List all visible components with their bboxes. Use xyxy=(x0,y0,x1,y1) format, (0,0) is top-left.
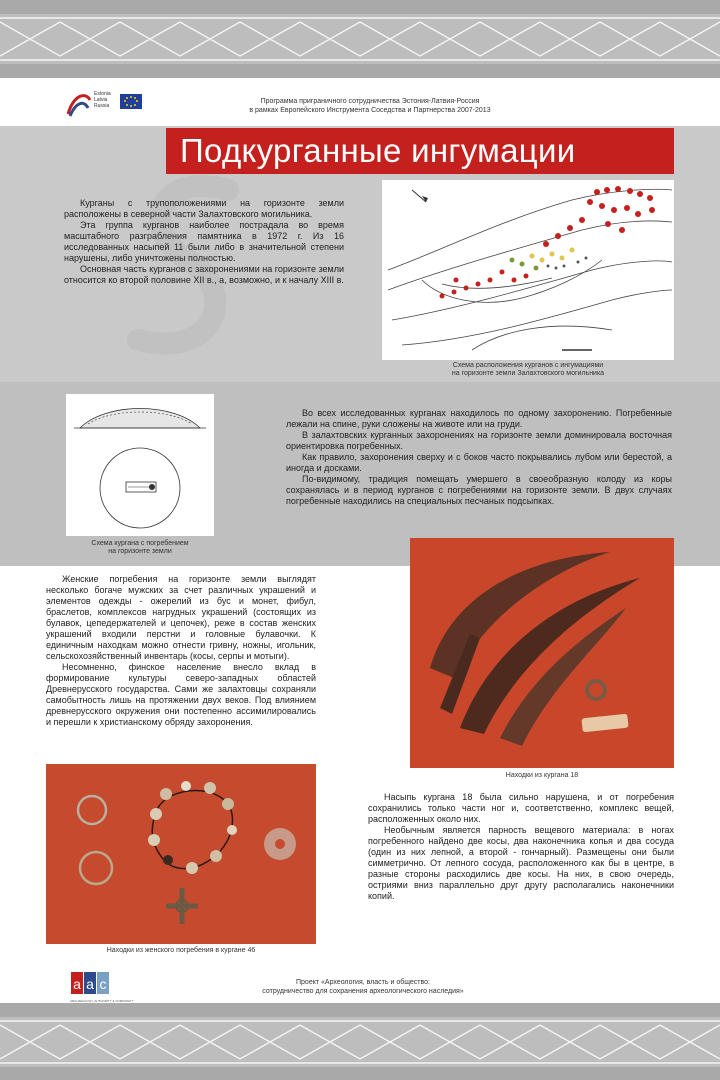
swirl-logo-icon xyxy=(64,88,94,120)
kurgan-18-caption: Находки из кургана 18 xyxy=(505,772,579,779)
kurgan-18-text: Насыпь кургана 18 была сильно нарушена, и от погребения сохранились только части ног и, соответственно, комплекс вещей, расположенных около них. Необычным является парность вещевого материала: в ногах погребенного найдено две косы, два наконечника копья и два сосуда (один из них лепной, а второй - гончарный). Размещены они были симметрично. От лепного сосуда, расположенного как бы в центре, в разные стороны расходились две косы. На них, в свою очередь, остриями вниз параллельно друг другу располагались наконечники копий. xyxy=(368,792,674,901)
female-burial-caption: Находки из женского погребения в кургане 46 xyxy=(106,947,256,954)
eu-flag-icon xyxy=(120,94,142,109)
project-title: Проект «Археология, власть и общество: сотрудничество для сохранения археологического наследия» xyxy=(262,979,464,995)
page-title: Подкурганные ингумации xyxy=(180,132,576,169)
kurgan-scheme-caption: Схема кургана с погребением на горизонте земли xyxy=(91,540,189,555)
title-banner xyxy=(166,128,674,174)
burial-map-figure xyxy=(382,180,674,360)
kurgan-scheme-figure xyxy=(66,394,214,536)
female-burial-finds-photo xyxy=(46,764,316,944)
svg-text:a: a xyxy=(73,976,81,992)
kurgan-18-finds-photo xyxy=(410,538,674,768)
project-aac-logo xyxy=(70,966,110,1000)
logo-countries: Estonia Latvia Russia xyxy=(94,91,111,109)
project-logo-subtitle: ARCHAEOLOGY, AUTHORITY & COMMUNITY xyxy=(70,999,134,1003)
female-burials-text: Женские погребения на горизонте земли выглядят несколько богаче мужских за счет различных украшений и элементов одежды - ожерелий из бус и монет, фибул, браслетов, комплексов нагрудных украшений (состоящих из булавок, цепедержателей и цепочек), реже в состав женских украшений входили перстни и головные булавочки. К единичным находкам можно отнести гривну, ножны, игольник, сельскохозяйственный инвентарь (косы, серпы и мотыги). Несомненно, финское население внесло вклад в формирование культуры северо-западных областей Древнерусского государства. Сами же залахтовцы сохраняли самобытность лишь на протяжении двух веков. Под влиянием древнерусского окружения они постепенно ассимилировались и перешли к христианскому обряду захоронения. xyxy=(46,574,316,727)
top-ornament-band xyxy=(0,0,720,78)
program-title: Программа приграничного сотрудничества Эстония-Латвия-Россия в рамках Европейского Инструмента Соседства и Партнерства 2007-2013 xyxy=(249,98,491,114)
intro-text: Курганы с трупоположениями на горизонте земли расположены в северной части Залахтовского могильника. Эта группа курганов наиболее пострадала во время масштабного разграбления памятника в 1972 г. Из 16 исследованных насыпей 11 были либо в значительной степени нарушены, либо уничтожены полностью. Основная часть курганов с захоронениями на горизонте земли относится ко второй половине XII в., а, возможно, и к началу XIII в. xyxy=(64,198,344,285)
svg-text:c: c xyxy=(99,976,107,992)
united-by-borders-logo xyxy=(64,88,154,125)
svg-text:a: a xyxy=(86,976,94,992)
bottom-ornament-band xyxy=(0,1003,720,1080)
burial-rites-text: Во всех исследованных курганах находилось по одному захоронению. Погребенные лежали на спине, руки сложены на животе или на груди. В залахтовских курганных захоронениях на горизонте земли доминировала восточная ориентировка погребенных. Как правило, захоронения сверху и с боков часто покрывались лубом или берестой, а иногда и досками. По-видимому, традиция помещать умершего в своеобразную колоду из коры сохранялась и в период курганов с погребениями на горизонте земли. В двух случаях погребенные находились на специальных песчаных подсыпках. xyxy=(286,408,672,506)
map-caption: Схема расположения курганов с ингумациями на горизонте земли Залахтовского могильника xyxy=(451,362,605,377)
